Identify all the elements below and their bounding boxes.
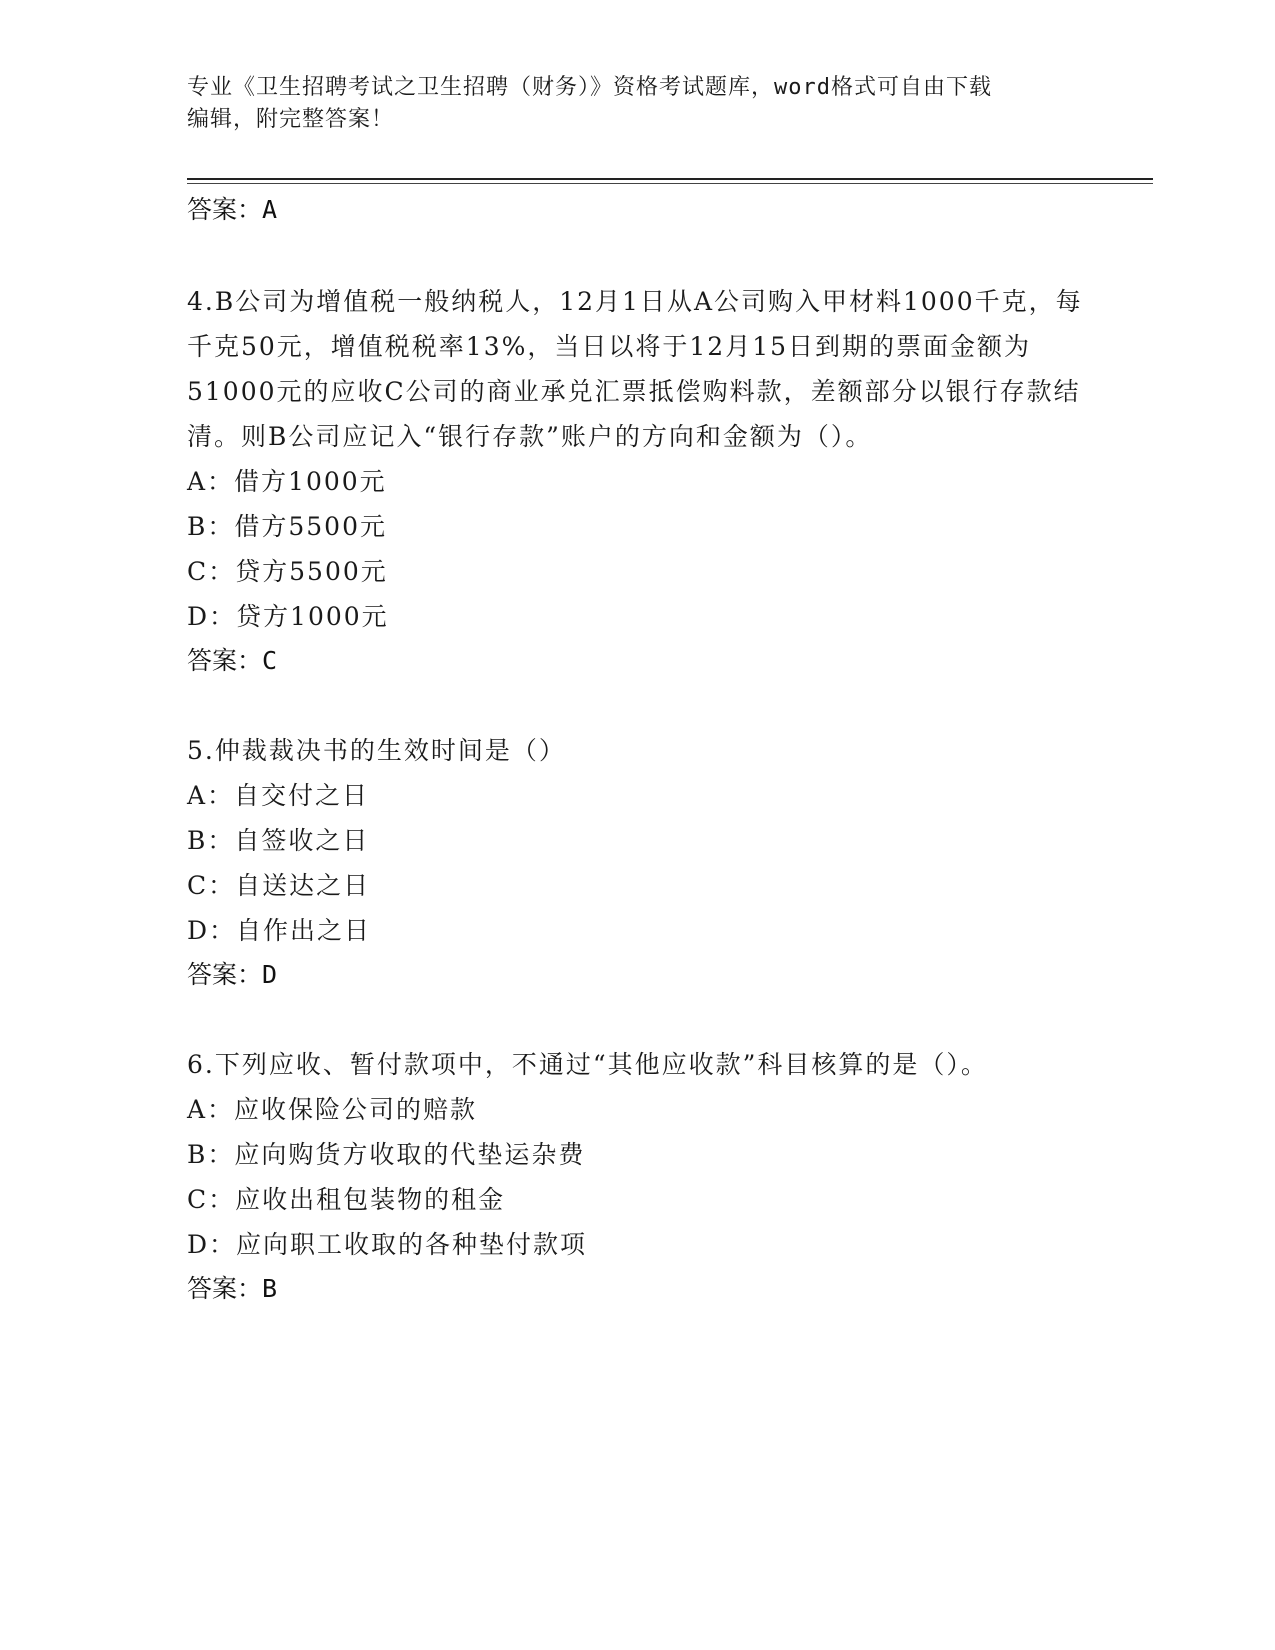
question-block	[187, 1042, 1087, 1311]
question-text: 5.仲裁裁决书的生效时间是（）	[187, 736, 566, 765]
header-line-2: 编辑，附完整答案！	[187, 107, 395, 132]
option-b: B：应向购货方收取的代垫运杂费	[187, 1140, 586, 1169]
spacer	[187, 997, 1087, 1042]
header-divider-thick	[187, 178, 1153, 180]
spacer	[187, 232, 1087, 279]
question-list	[187, 188, 1087, 1311]
answer-line: 答案：C	[187, 646, 278, 675]
option-b: B：借方5500元	[187, 512, 387, 541]
question-text: 6.下列应收、暂付款项中，不通过“其他应收款”科目核算的是（）。	[187, 1050, 988, 1079]
option-c: C：自送达之日	[187, 871, 371, 900]
option-a: A：借方1000元	[187, 467, 387, 496]
option-c: C：贷方5500元	[187, 557, 388, 586]
spacer	[187, 683, 1087, 728]
question-block	[187, 279, 1087, 683]
answer-line: 答案：A	[187, 195, 278, 224]
option-a: A：应收保险公司的赔款	[187, 1095, 478, 1124]
option-d: D：应向职工收取的各种垫付款项	[187, 1230, 588, 1259]
option-a: A：自交付之日	[187, 781, 370, 810]
question-block	[187, 728, 1087, 997]
option-b: B：自签收之日	[187, 826, 370, 855]
option-d: D：自作出之日	[187, 916, 372, 945]
header-divider-thin	[187, 183, 1153, 184]
header-line-1: 专业《卫生招聘考试之卫生招聘（财务）》资格考试题库，word格式可自由下载	[187, 75, 992, 100]
answer-line: 答案：D	[187, 960, 278, 989]
option-c: C：应收出租包装物的租金	[187, 1185, 506, 1214]
question-text: 4.B公司为增值税一般纳税人，12月1日从A公司购入甲材料1000千克，每千克50元，增值税税率13%，当日以将于12月15日到期的票面金额为51000元的应收C公司的商业承兑汇票抵偿购料款，差额部分以银行存款结清。则B公司应记入“银行存款”账户的方向和金额为（）。	[187, 287, 1083, 451]
answer-line: 答案：B	[187, 1274, 278, 1303]
option-d: D：贷方1000元	[187, 602, 389, 631]
page-header	[187, 72, 1087, 136]
